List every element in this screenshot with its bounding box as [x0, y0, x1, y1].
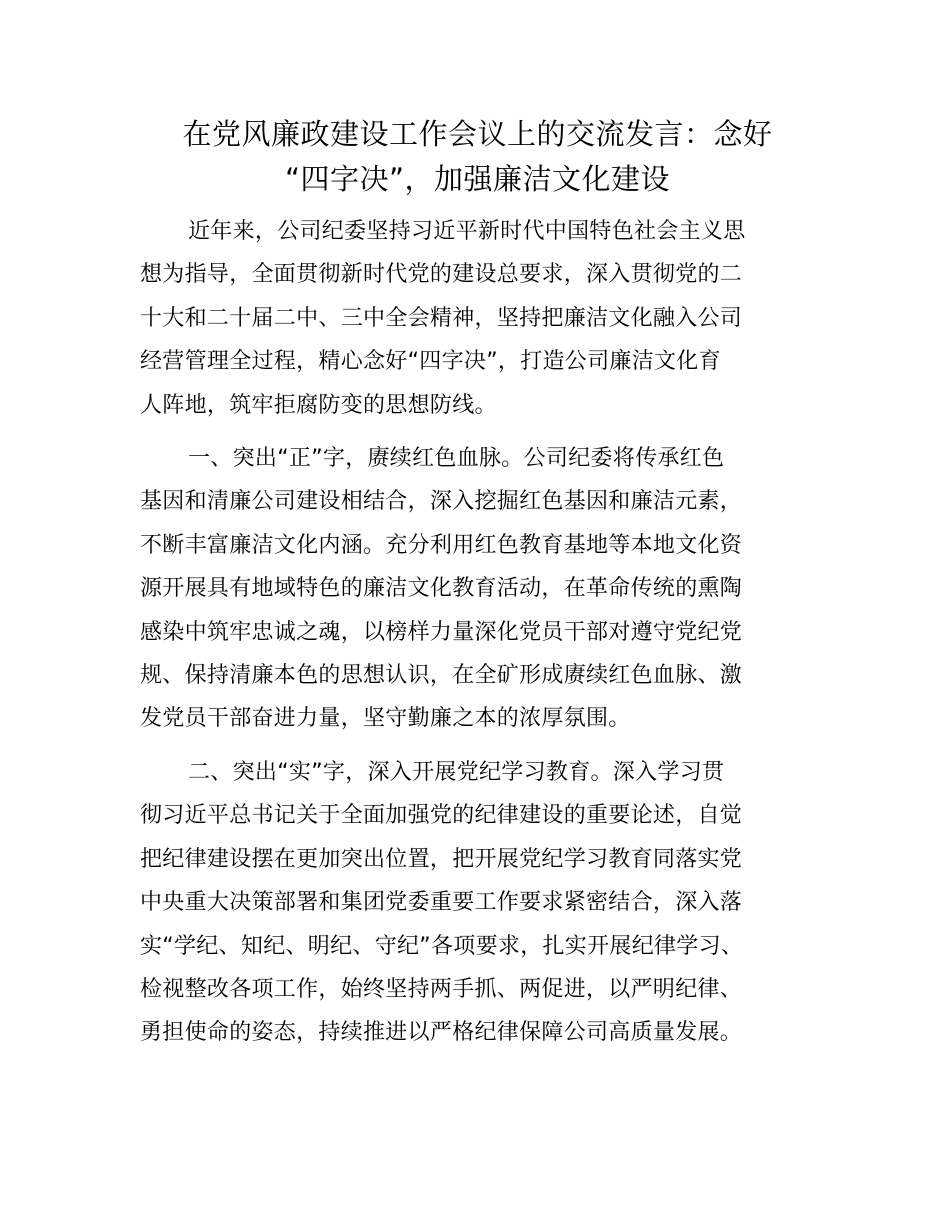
title-line: “四字决”，加强廉洁文化建设 — [284, 162, 671, 196]
title-line: 在党风廉政建设工作会议上的交流发言：念好 — [182, 117, 773, 151]
text-line: 源开展具有地域特色的廉洁文化教育活动，在革命传统的熏陶 — [140, 576, 743, 602]
text-line: 二、突出“实”字，深入开展党纪学习教育。深入学习贯 — [188, 759, 725, 785]
document-page — [140, 112, 815, 1055]
text-line: 一、突出“正”字，赓续红色血脉。公司纪委将传承红色 — [188, 446, 725, 472]
text-line: 经营管理全过程，精心念好“四字决”，打造公司廉洁文化育 — [140, 349, 721, 375]
text-line: 把纪律建设摆在更加突出位置，把开展党纪学习教育同落实党 — [140, 846, 743, 872]
text-line: 勇担使命的姿态，持续推进以严格纪律保障公司高质量发展。 — [140, 1020, 743, 1046]
text-line: 实“学纪、知纪、明纪、守纪”各项要求，扎实开展纪律学习、 — [140, 933, 744, 959]
text-line: 想为指导，全面贯彻新时代党的建设总要求，深入贯彻党的二 — [140, 262, 743, 288]
text-line: 不断丰富廉洁文化内涵。充分利用红色教育基地等本地文化资 — [140, 532, 743, 558]
text-line: 人阵地，筑牢拒腐防变的思想防线。 — [140, 392, 497, 418]
text-line: 发党员干部奋进力量，坚守勤廉之本的浓厚氛围。 — [140, 706, 631, 732]
text-line: 感染中筑牢忠诚之魂，以榜样力量深化党员干部对遵守党纪党 — [140, 619, 743, 645]
text-line: 基因和清廉公司建设相结合，深入挖掘红色基因和廉洁元素， — [140, 489, 743, 515]
document-title — [140, 112, 815, 202]
text-line: 近年来，公司纪委坚持习近平新时代中国特色社会主义思 — [188, 219, 746, 244]
paragraph-section-one — [140, 437, 815, 741]
text-line: 检视整改各项工作，始终坚持两手抓、两促进，以严明纪律、 — [140, 976, 743, 1002]
text-line: 中央重大决策部署和集团党委重要工作要求紧密结合，深入落 — [140, 890, 743, 916]
text-line: 十大和二十届二中、三中全会精神，坚持把廉洁文化融入公司 — [140, 305, 743, 331]
text-line: 彻习近平总书记关于全面加强党的纪律建设的重要论述，自觉 — [140, 803, 743, 829]
paragraph-section-two — [140, 751, 815, 1055]
paragraph-intro — [140, 210, 815, 427]
text-line: 规、保持清廉本色的思想认识，在全矿形成赓续红色血脉、激 — [140, 663, 743, 689]
